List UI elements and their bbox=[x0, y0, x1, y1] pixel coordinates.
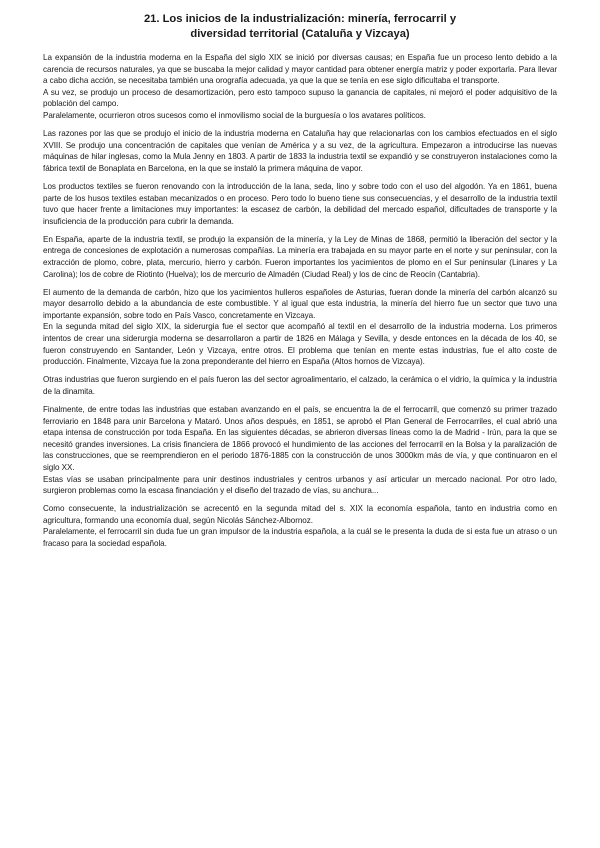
section-conclusion bbox=[43, 503, 557, 549]
section-catalonia bbox=[43, 128, 557, 174]
paragraph: En la segunda mitad del siglo XIX, la siderurgia fue el sector que acompañó al textil en el desarrollo de la industria moderna. Los primeros intentos de crear una siderurgia moderna se desarrollaron a partir de 1826 en Málaga y Sevilla, y desde entonces en la década de los 40, se fueron construyendo en Santander, León y Vizcaya, entre otros. El problema que tenían en mente estas industrias, fue el alto coste de producción. Finalmente, Vizcaya fue la zona preponderante del hierro en España (Altos hornos de Vizcaya). bbox=[43, 322, 557, 367]
section-causes bbox=[43, 52, 557, 122]
paragraph: Como consecuente, la industrialización se acrecentó en la segunda mitad del s. XIX la economía española, tanto en industria como en agricultura, formando una economía dual, según Nicolás Sánchez-Albornoz. bbox=[43, 504, 557, 525]
paragraph: Finalmente, de entre todas las industrias que estaban avanzando en el país, se encuentra la de el ferrocarril, que comenzó su primer trazado ferroviario en 1848 para unir Barcelona y Mataró. Unos años después, en 1851, se aprobó el Plan General de Ferrocarriles, el cual abrió una etapa intensa de construcción por toda España. En las siguientes décadas, se abrieron diversas líneas como la de Madrid - Irún, para la que se necesitó grandes inversiones. La crisis financiera de 1866 provocó el hundimiento de las acciones del ferrocarril en la Bolsa y la paralización de las construcciones, que se reemprendieron en el periodo 1876-1885 con la construcción de unos 3000km más de vía, y que continuaron en el siglo XX. bbox=[43, 405, 557, 472]
section-coal-iron bbox=[43, 287, 557, 368]
paragraph: Estas vías se usaban principalmente para unir destinos industriales y centros urbanos y así articular un mercado nacional. Por otro lado, surgieron problemas como la escasa financiación y el diseño del trazado de vías, su anchura... bbox=[43, 474, 557, 496]
paragraph: Paralelamente, ocurrieron otros sucesos como el inmovilismo social de la burguesía o los avatares políticos. bbox=[43, 110, 426, 120]
title-line-1: 21. Los inicios de la industrialización: minería, ferrocarril y bbox=[143, 13, 457, 25]
paragraph: Otras industrias que fueron surgiendo en el país fueron las del sector agroalimentario, el calzado, la cerámica o el vidrio, la química y la industria de la dinamita. bbox=[43, 375, 557, 396]
paragraph: Los productos textiles se fueron renovando con la introducción de la lana, seda, lino y sobre todo con el uso del algodón. Ya en 1861, buena parte de los husos textiles estaban mecanizados o en proceso. Pero todo lo bueno tiene sus consecuencias, y el desarrollo de la industria textil tuvo que hacer frente a limitaciones muy importantes: la escasez de carbón, la debilidad del mercado español, dificultades de transporte y la insuficiencia de la producción para cubrir la demanda. bbox=[43, 181, 557, 226]
title-line-2: diversidad territorial (Cataluña y Vizcaya) bbox=[190, 28, 410, 40]
paragraph: El aumento de la demanda de carbón, hizo que los yacimientos hulleros españoles de Asturias, fueran donde la minería del carbón alcanzó su mayor desarrollo debido a la abundancia de este combustible. Y al igual que esta industria, la minería del hierro fue un sector que tuvo una importante expansión, sobre todo en País Vasco, concretamente en Vizcaya. bbox=[43, 287, 557, 320]
section-railway bbox=[43, 404, 557, 497]
section-other-industries bbox=[43, 374, 557, 397]
paragraph: Paralelamente, el ferrocarril sin duda fue un gran impulsor de la industria española, a la cuál se le presenta la duda de si esta fue un atraso o un fracaso para la sociedad española. bbox=[43, 527, 557, 549]
paragraph: En España, aparte de la industria textil, se produjo la expansión de la minería, y la Ley de Minas de 1868, permitió la liberación del sector y la entrega de concesiones de explotación a numerosas compañías. La minería era trabajada en su mayor parte en el norte y sur peninsular, con la extracción de plomo, cobre, plata, mercurio, hierro y carbón. Fueron importantes los yacimientos de plomo en el Sur peninsular (Linares y La Carolina); los de cobre de Riotinto (Huelva); los de mercurio de Almadén (Ciudad Real) y los de cinc de Reocín (Cantabria). bbox=[43, 234, 557, 279]
page-title bbox=[43, 12, 557, 42]
section-mining bbox=[43, 234, 557, 280]
paragraph: Las razones por las que se produjo el inicio de la industria moderna en Cataluña hay que relacionarlas con los cambios efectuados en el siglo XVIII. Se produjo una concentración de capitales que venían de América y a su vez, de la agricultura. Empezaron a introducirse las nuevas máquinas de hilar inglesas, como la Mula Jenny en 1803. A partir de 1833 la industria textil se expandió y se construyeron instalaciones como la fábrica textil de Bonaplata en Barcelona, en la que se instaló la primera máquina de vapor. bbox=[43, 129, 557, 173]
paragraph: La expansión de la industria moderna en la España del siglo XIX se inició por diversas causas; en España fue un proceso lento debido a la carencia de recursos naturales, ya que se buscaba la mejor calidad y mayor cantidad para obtener energía matriz y poder exportarla. Para llevar a cabo dicha acción, se necesitaba también una orografía adecuada, ya que la que se tenía en ese siglo dificultaba el transporte. bbox=[43, 53, 557, 86]
paragraph: A su vez, se produjo un proceso de desamortización, pero esto tampoco supuso la ganancia de capitales, ni mejoró el poder adquisitivo de la población del campo. bbox=[43, 87, 557, 109]
section-textiles bbox=[43, 181, 557, 227]
